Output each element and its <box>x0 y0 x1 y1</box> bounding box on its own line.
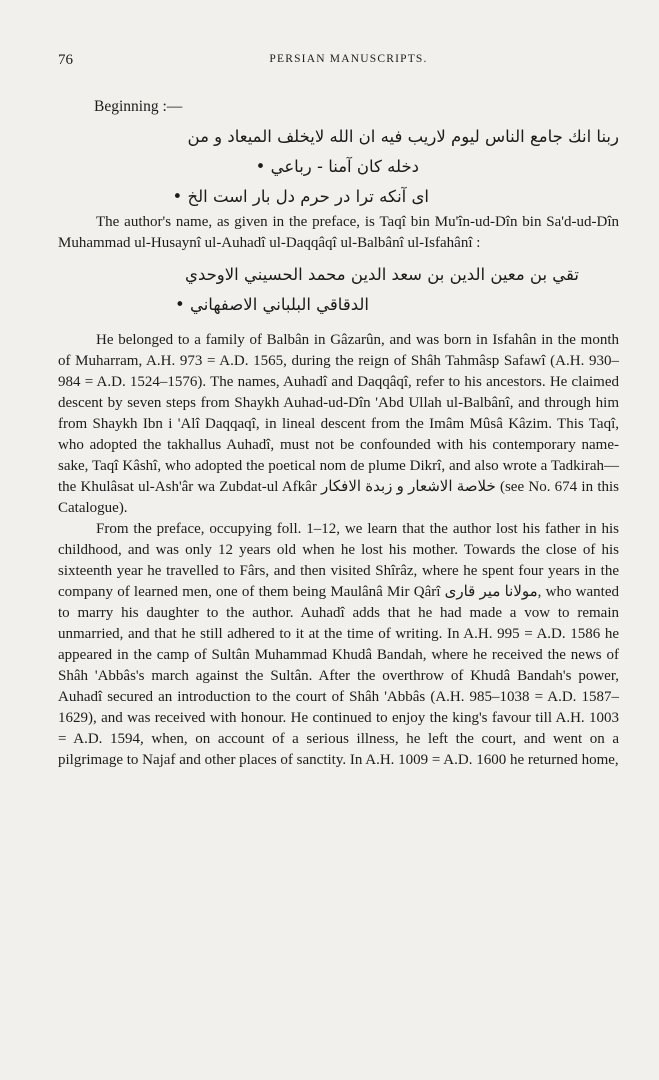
biography-paragraph: He belonged to a family of Balbân in Gâzarûn, and was born in Isfahân in the month of Muharram, A.H. 973 = A.D. 1565, during the reign of Shâh Tahmâsp Safawî (A.H. 930–984 = A.D. 1524–1576). The names, Auhadî and Daqqâqî, refer to his ancestors. He claimed descent by seven steps from Shaykh Auhad-ud-Dîn 'Abd Ullah ul-Balbânî, and through him from Shaykh Ibn i 'Alî Daqqaqî, in lineal descent from the Imâm Mûsâ Kâzim. This Taqî, who adopted the takhallus Auhadî, must not be confounded with his contemporary name-sake, Taqî Kâshî, who adopted the poetical nom de plume Dikrî, and also wrote a Tadkirah—the Khulâsat ul-Ash'âr wa Zubdat-ul Afkâr خلاصة الاشعار و زبدة الافکار (see No. 674 in this Catalogue). <box>58 332 619 516</box>
running-head <box>58 52 619 76</box>
page-number: 76 <box>58 52 73 68</box>
running-title: PERSIAN MANUSCRIPTS. <box>269 53 428 65</box>
arabic-incipit-line-2: دخله كان آمنا - رباعي • <box>255 157 419 176</box>
author-paragraph: The author's name, as given in the preface, is Taqî bin Mu'în-ud-Dîn bin Sa'd-ud-Dîn Muhammad ul-Husaynî ul-Auhadî ul-Daqqâqî ul-Balbânî ul-Isfahânî : <box>58 214 619 251</box>
arabic-incipit-line-1: ربنا انك جامع الناس ليوم لاريب فيه ان الله لايخلف الميعاد و من <box>187 127 619 146</box>
preface-paragraph: From the preface, occupying foll. 1–12, we learn that the author lost his father in his childhood, and was only 12 years old when he lost his mother. Towards the close of his sixteenth year he travelled to Fârs, and then visited Shîrâz, where he spent four years in the company of learned men, one of them being Maulânâ Mir Qârî مولانا میر قاری, who wanted to marry his daughter to the author. Auhadî adds that he had made a vow to remain unmarried, and that he still adhered to it at the time of writing. In A.H. 995 = A.D. 1586 he appeared in the camp of Sultân Muhammad Khudâ Bandah, where he received the news of Shâh 'Abbâs's march against the Sultân. After the overthrow of Khudâ Bandah's power, Auhadî secured an introduction to the court of Shâh 'Abbâs (A.H. 985–1038 = A.D. 1587–1629), and was received with honour. He continued to enjoy the king's favour till A.H. 1003 = A.D. 1594, when, on account of a serious illness, he left the court, and went on a pilgrimage to Najaf and other places of sanctity. In A.H. 1009 = A.D. 1600 he returned home, <box>58 521 619 768</box>
beginning-label: Beginning :— <box>94 98 183 115</box>
arabic-author-name-line-1: تقي بن معين الدين بن سعد الدين محمد الحسيني الاوحدي <box>185 265 579 284</box>
arabic-incipit-line-3: ای آنکه ترا در حرم دل بار است الخ • <box>172 187 429 206</box>
arabic-author-name-line-2: الدقاقي البلباني الاصفهاني • <box>174 295 369 314</box>
